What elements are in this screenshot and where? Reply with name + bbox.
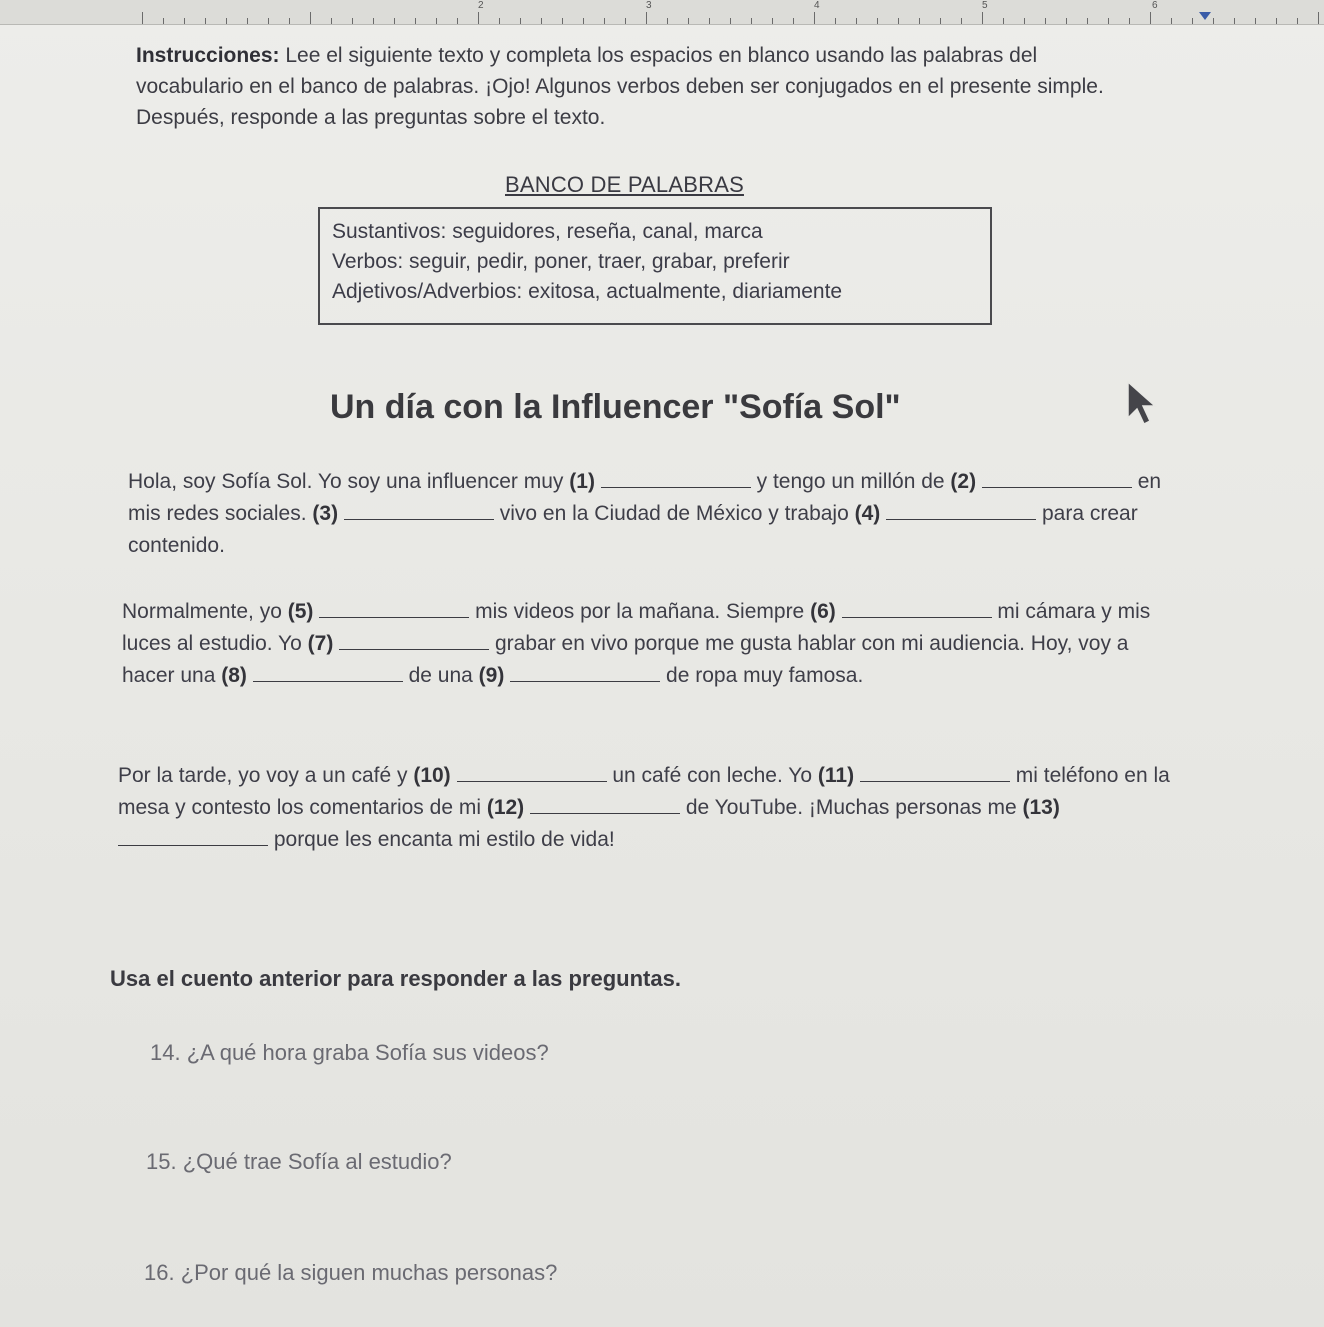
ruler-tick [625, 18, 626, 24]
ruler-tick [1108, 18, 1109, 24]
ruler-tick [898, 18, 899, 24]
ruler-tick [142, 12, 143, 24]
ruler-tick [352, 18, 353, 24]
blank-number: (13) [1022, 796, 1060, 819]
story-text: de ropa muy famosa. [660, 664, 864, 687]
blank-number: (9) [478, 664, 505, 687]
ruler-tick [667, 18, 668, 24]
ruler-tick [247, 18, 248, 24]
mouse-pointer-icon [1124, 378, 1158, 426]
story-text: Por la tarde, yo voy a un café y [118, 764, 414, 787]
ruler-tick [310, 12, 311, 24]
ruler-tick [1003, 18, 1004, 24]
blank-2[interactable] [982, 469, 1132, 488]
story-text: vivo en la Ciudad de México y trabajo [493, 502, 855, 525]
ruler-tick [1066, 18, 1067, 24]
question-16: 16. ¿Por qué la siguen muchas personas? [144, 1260, 558, 1285]
story-paragraph-3 [118, 760, 1188, 856]
blank-number: (7) [307, 632, 334, 655]
ruler-tick [289, 18, 290, 24]
blank-10[interactable] [457, 763, 607, 782]
blank-7[interactable] [339, 631, 489, 650]
instructions-text: Lee el siguiente texto y completa los espacios en blanco usando las palabras del vocabulario en el banco de palabras. ¡Ojo! Algunos verbos deben ser conjugados en el presente simple. Después, responde a las preguntas sobre el texto. [136, 44, 1104, 129]
blank-8[interactable] [253, 663, 403, 682]
word-bank-adjectives: Adjetivos/Adverbios: exitosa, actualmente, diariamente [332, 280, 843, 303]
ruler-tick [646, 12, 647, 24]
ruler-tick [583, 18, 584, 24]
ruler-number: 6 [1152, 0, 1158, 11]
ruler-tick [520, 18, 521, 24]
ruler-tick [1087, 18, 1088, 24]
story-text: Hola, soy Sofía Sol. Yo soy una influencer muy [128, 470, 570, 493]
blank-12[interactable] [530, 795, 680, 814]
story-text: un café con leche. Yo [606, 764, 818, 787]
blank-5[interactable] [319, 599, 469, 618]
blank-6[interactable] [842, 599, 992, 618]
ruler-tick [373, 18, 374, 24]
story-paragraph-2 [122, 596, 1182, 692]
ruler-number: 3 [646, 0, 652, 11]
story-text: de YouTube. ¡Muchas personas me [680, 796, 1023, 819]
ruler-tick [331, 18, 332, 24]
word-bank-title: BANCO DE PALABRAS [505, 172, 744, 197]
ruler-tick [415, 18, 416, 24]
ruler-tick [919, 18, 920, 24]
ruler-tick [436, 18, 437, 24]
ruler-tick [961, 18, 962, 24]
ruler-tick [751, 18, 752, 24]
ruler-tick [1234, 18, 1235, 24]
story-text: porque les encanta mi estilo de vida! [268, 828, 615, 851]
blank-number: (12) [486, 796, 525, 819]
ruler-tick [688, 18, 689, 24]
ruler-tick [268, 18, 269, 24]
blank-number: (10) [413, 764, 451, 787]
blank-11[interactable] [860, 763, 1010, 782]
word-bank-nouns: Sustantivos: seguidores, reseña, canal, marca [332, 220, 763, 243]
ruler-tick [814, 12, 815, 24]
story-text: para crear contenido. [128, 502, 1138, 557]
ruler-tick [709, 18, 710, 24]
ruler-tick [1129, 18, 1130, 24]
story-text: grabar en vivo porque me gusta hablar con mi audiencia. Hoy, voy a hacer una [122, 632, 1129, 687]
ruler-number: 5 [982, 0, 988, 11]
ruler-tick [184, 18, 185, 24]
blank-number: (5) [287, 600, 314, 623]
story-text: mis videos por la mañana. Siempre [469, 600, 811, 623]
blank-4[interactable] [886, 501, 1036, 520]
story-paragraph-1 [128, 466, 1168, 562]
ruler-tick [1276, 18, 1277, 24]
questions-heading: Usa el cuento anterior para responder a las preguntas. [110, 966, 681, 991]
story-text: y tengo un millón de [750, 470, 951, 493]
ruler-tick [1213, 18, 1214, 24]
indent-marker-icon[interactable] [1199, 12, 1211, 20]
blank-number: (3) [312, 502, 339, 525]
ruler-tick [478, 12, 479, 24]
story-text: de una [402, 664, 479, 687]
ruler-tick [541, 18, 542, 24]
question-15: 15. ¿Qué trae Sofía al estudio? [146, 1149, 452, 1174]
word-bank-verbs: Verbos: seguir, pedir, poner, traer, grabar, preferir [332, 250, 790, 273]
ruler-tick [1192, 18, 1193, 24]
ruler-tick [877, 18, 878, 24]
ruler-number: 2 [478, 0, 484, 11]
blank-number: (2) [950, 470, 977, 493]
ruler-tick [394, 18, 395, 24]
story-text: en mis redes sociales. [128, 470, 1162, 525]
ruler-tick [1255, 18, 1256, 24]
blank-13[interactable] [118, 827, 268, 846]
ruler-tick [226, 18, 227, 24]
ruler-tick [982, 12, 983, 24]
ruler-tick [1318, 12, 1319, 24]
blank-3[interactable] [344, 501, 494, 520]
ruler-tick [163, 18, 164, 24]
blank-number: (6) [810, 600, 836, 623]
blank-number: (4) [854, 502, 881, 525]
ruler-tick [856, 18, 857, 24]
ruler-number: 4 [814, 0, 820, 11]
blank-number: (1) [569, 470, 595, 493]
ruler-tick [793, 18, 794, 24]
instructions-label: Instrucciones: [136, 44, 280, 67]
word-bank-box [318, 207, 992, 325]
ruler-tick [772, 18, 773, 24]
ruler-tick [205, 18, 206, 24]
story-text: mi cámara y mis luces al estudio. Yo [122, 600, 1151, 655]
ruler-tick [499, 18, 500, 24]
blank-1[interactable] [601, 469, 751, 488]
story-text: mi teléfono en la mesa y contesto los comentarios de mi [118, 764, 1170, 819]
ruler-tick [940, 18, 941, 24]
ruler-tick [604, 18, 605, 24]
blank-9[interactable] [510, 663, 660, 682]
story-title: Un día con la Influencer "Sofía Sol" [330, 388, 901, 426]
ruler-tick [730, 18, 731, 24]
ruler-tick [1297, 18, 1298, 24]
ruler-tick [835, 18, 836, 24]
ruler-tick [457, 18, 458, 24]
blank-number: (11) [817, 764, 855, 787]
blank-number: (8) [221, 664, 247, 687]
ruler-tick [1045, 18, 1046, 24]
ruler-tick [1150, 12, 1151, 24]
ruler-tick [1024, 18, 1025, 24]
instructions [136, 40, 1136, 133]
question-14: 14. ¿A qué hora graba Sofía sus videos? [150, 1040, 549, 1065]
ruler[interactable] [0, 0, 1324, 25]
ruler-tick [1171, 18, 1172, 24]
ruler-tick [562, 18, 563, 24]
story-text: Normalmente, yo [122, 600, 288, 623]
